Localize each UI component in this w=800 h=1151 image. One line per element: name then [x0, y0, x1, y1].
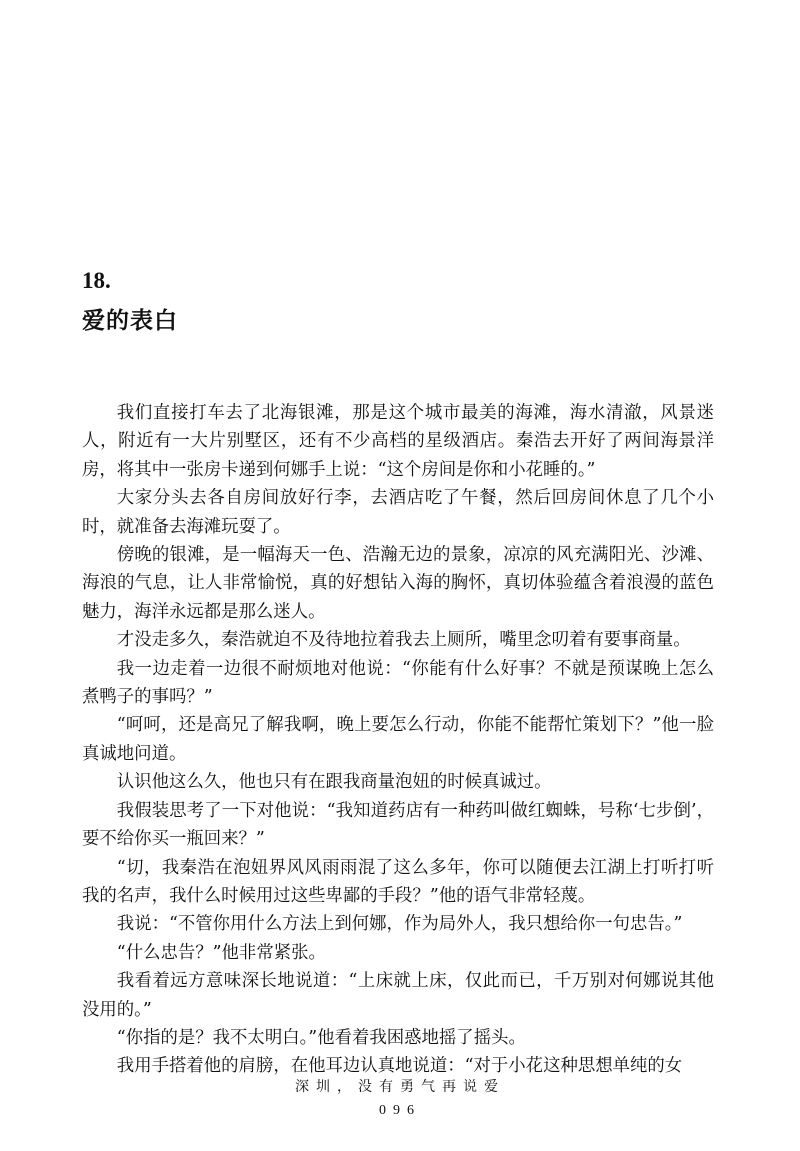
footer-book-title: 深圳，没有勇气再说爱	[295, 1079, 505, 1095]
paragraph: 我们直接打车去了北海银滩，那是这个城市最美的海滩，海水清澈，风景迷人，附近有一大片别墅区，还有不少高档的星级酒店。秦浩去开好了两间海景洋房，将其中一张房卡递到何娜手上说：“这个房间是你和小花睡的。”	[82, 403, 714, 480]
paragraph: 认识他这么久，他也只有在跟我商量泡妞的时候真诚过。	[116, 772, 552, 793]
paragraph: 我用手搭着他的肩膀，在他耳边认真地说道：“对于小花这种思想单纯的女	[116, 1056, 683, 1077]
paragraph: 我假装思考了一下对他说：“我知道药店有一种药叫做红蜘蛛，号称‘七步倒’，要不给你买一瓶回来？”	[82, 800, 714, 850]
chapter-number: 18.	[82, 268, 111, 293]
paragraph: “切，我秦浩在泡妞界风风雨雨混了这么多年，你可以随便去江湖上打听打听我的名声，我什么时候用过这些卑鄙的手段？”他的语气非常轻蔑。	[82, 857, 714, 906]
chapter-title: 爱的表白	[82, 307, 178, 334]
paragraph: 大家分头去各自房间放好行李，去酒店吃了午餐，然后回房间休息了几个小时，就准备去海滩玩耍了。	[82, 488, 714, 537]
footer-page-number: 096	[379, 1103, 421, 1118]
paragraph: 傍晚的银滩，是一幅海天一色、浩瀚无边的景象，凉凉的风充满阳光、沙滩、海浪的气息，让人非常愉悦，真的好想钻入海的胸怀，真切体验蕴含着浪漫的蓝色魅力，海洋永远都是那么迷人。	[82, 545, 714, 622]
body-text	[82, 399, 714, 1081]
paragraph: “呵呵，还是高兄了解我啊，晚上要怎么行动，你能不能帮忙策划下？”他一脸真诚地问道。	[82, 715, 714, 764]
paragraph: 我说：“不管你用什么方法上到何娜，作为局外人，我只想给你一句忠告。”	[116, 914, 683, 935]
paragraph: 才没走多久，秦浩就迫不及待地拉着我去上厕所，嘴里念叨着有要事商量。	[116, 630, 691, 651]
paragraph: 我一边走着一边很不耐烦地对他说：“你能有什么好事？不就是预谋晚上怎么煮鸭子的事吗？”	[82, 658, 714, 708]
paragraph: “什么忠告？”他非常紧张。	[116, 942, 326, 963]
paragraph: “你指的是？我不太明白。”他看着我困惑地摇了摇头。	[116, 1027, 526, 1048]
paragraph: 我看着远方意味深长地说道：“上床就上床，仅此而已，千万别对何娜说其他没用的。”	[82, 971, 714, 1020]
